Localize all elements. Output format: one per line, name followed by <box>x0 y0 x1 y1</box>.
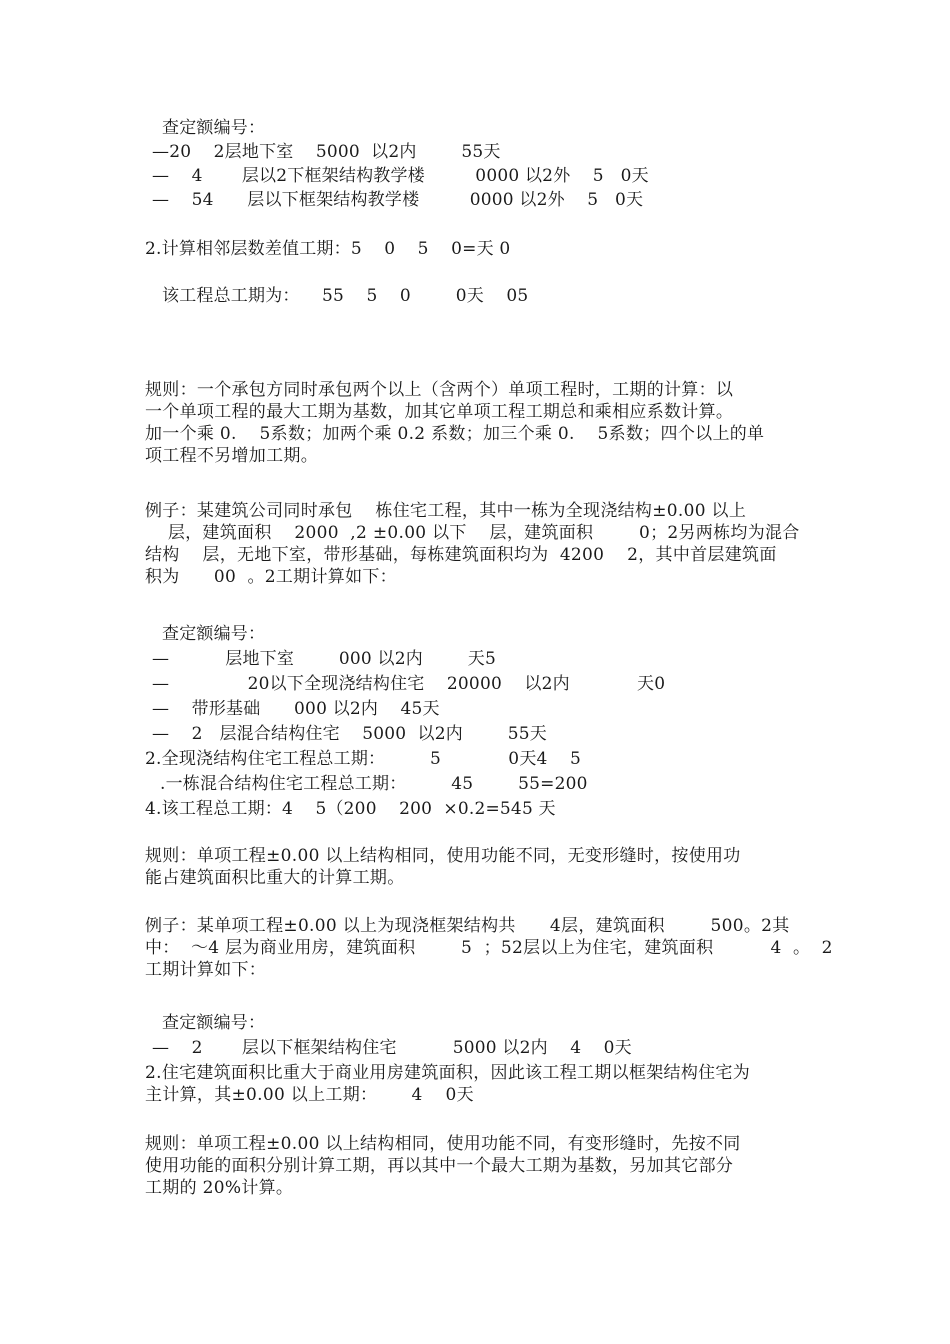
rule2-line: 能占建筑面积比重大的计算工期。 <box>145 868 405 888</box>
rule2-line: 规则：单项工程±0.00 以上结构相同，使用功能不同，无变形缝时，按使用功 <box>145 846 741 866</box>
example3-lookup-label: 查定额编号： <box>162 1013 266 1033</box>
example3-step2-line: 2.住宅建筑面积比重大于商业用房建筑面积，因此该工程工期以框架结构住宅为 <box>145 1063 751 1083</box>
rule1-line: 规则：一个承包方同时承包两个以上（含两个）单项工程时，工期的计算：以 <box>145 380 734 400</box>
example3-row: — 2 层以下框架结构住宅 5000 以2内 4 0天 <box>152 1038 632 1058</box>
example1-row: — 54 层以下框架结构教学楼 0000 以2外 5 0天 <box>152 190 644 210</box>
example2-row: — 层地下室 000 以2内 天5 <box>152 649 496 669</box>
example3-paragraph <box>145 915 835 981</box>
rule3-paragraph <box>145 1133 815 1199</box>
example3-step2 <box>145 1062 815 1106</box>
example2-line: 积为 00 。2工期计算如下： <box>145 567 397 587</box>
example2-line: 层，建筑面积 2000 ,2 ±0.00 以下 层，建筑面积 0；2另两栋均为混合 <box>145 523 800 543</box>
example3-step2-line: 主计算，其±0.00 以上工期： 4 0天 <box>145 1085 474 1105</box>
rule3-line: 使用功能的面积分别计算工期，再以其中一个最大工期为基数，另加其它部分 <box>145 1156 734 1176</box>
example3-line: 中： ～4 层为商业用房，建筑面积 5 ；52层以上为住宅，建筑面积 4 。 2 <box>145 938 833 958</box>
rule3-line: 工期的 20%计算。 <box>145 1178 294 1198</box>
example3-line: 工期计算如下： <box>145 960 267 980</box>
example2-step4: 4.该工程总工期：4 5（200 200 ×0.2=545 天 <box>145 799 556 819</box>
rule1-paragraph <box>145 379 815 467</box>
example1-lookup-label: 查定额编号： <box>162 118 266 138</box>
example2-row: — 2 层混合结构住宅 5000 以2内 55天 <box>152 724 548 744</box>
example1-row: —20 2层地下室 5000 以2内 55天 <box>152 142 501 162</box>
rule3-line: 规则：单项工程±0.00 以上结构相同，使用功能不同，有变形缝时，先按不同 <box>145 1134 741 1154</box>
example1-step2: 2.计算相邻层数差值工期：5 0 5 0=天 0 <box>145 239 511 259</box>
example1-total: 该工程总工期为： 55 5 0 0天 05 <box>162 286 529 306</box>
rule2-paragraph <box>145 845 815 889</box>
rule1-line: 一个单项工程的最大工期为基数，加其它单项工程工期总和乘相应系数计算。 <box>145 402 734 422</box>
example2-step3: .一栋混合结构住宅工程总工期： 45 55=200 <box>160 774 588 794</box>
example2-step2: 2.全现浇结构住宅工程总工期： 5 0天4 5 <box>145 749 581 769</box>
example1-row: — 4 层以2下框架结构教学楼 0000 以2外 5 0天 <box>152 166 649 186</box>
example3-line: 例子：某单项工程±0.00 以上为现浇框架结构共 4层，建筑面积 500。2其 <box>145 916 790 936</box>
example2-row: — 20以下全现浇结构住宅 20000 以2内 天0 <box>152 674 666 694</box>
rule1-line: 加一个乘 0. 5系数；加两个乘 0.2 系数；加三个乘 0. 5系数；四个以上的单 <box>145 424 765 444</box>
example2-lookup-label: 查定额编号： <box>162 624 266 644</box>
example2-row: — 带形基础 000 以2内 45天 <box>152 699 440 719</box>
example2-line: 例子：某建筑公司同时承包 栋住宅工程，其中一栋为全现浇结构±0.00 以上 <box>145 501 747 521</box>
example2-paragraph <box>145 500 815 588</box>
example2-line: 结构 层，无地下室，带形基础，每栋建筑面积均为 4200 2，其中首层建筑面 <box>145 545 777 565</box>
rule1-line: 项工程不另增加工期。 <box>145 446 318 466</box>
